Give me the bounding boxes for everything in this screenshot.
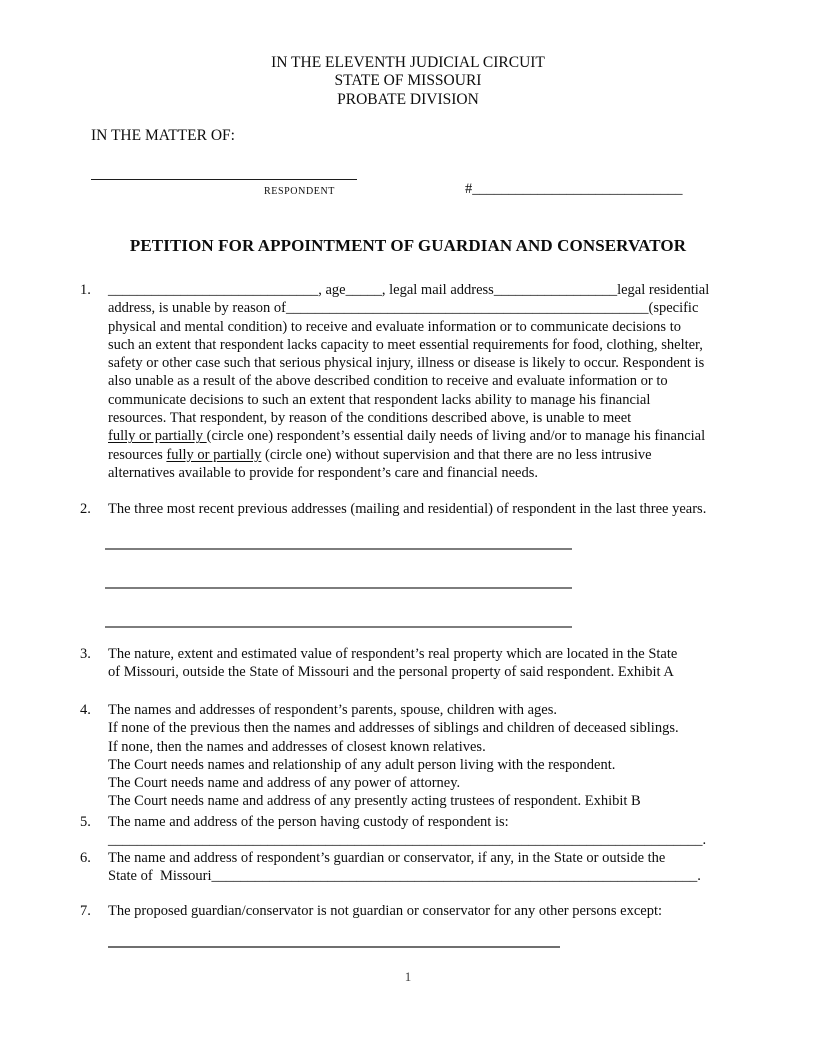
text-line bbox=[108, 813, 706, 831]
text-line bbox=[108, 719, 679, 737]
text-segment: The names and addresses of respondent’s parents, spouse, children with ages. bbox=[108, 702, 557, 718]
text-segment: If none, then the names and addresses of closest known relatives. bbox=[108, 738, 486, 755]
text-segment: If none of the previous then the names and addresses of siblings and children of deceased siblings. bbox=[108, 720, 679, 737]
text-line bbox=[108, 792, 679, 810]
text-segment: , legal mail address bbox=[381, 282, 494, 298]
text-segment: The Court needs name and address of any power of attorney. bbox=[108, 775, 461, 792]
text-segment: legal residential bbox=[617, 282, 710, 298]
item-3 bbox=[80, 645, 677, 682]
text-segment: State of Missouri bbox=[108, 868, 212, 885]
text-segment: The three most recent previous addresses (mailing and residential) of respondent in the last three years. bbox=[108, 501, 707, 517]
respondent-label: RESPONDENT bbox=[264, 186, 336, 197]
item-4 bbox=[80, 701, 679, 811]
text-segment: The name and address of the person having custody of respondent is: bbox=[108, 814, 509, 830]
text-line bbox=[108, 464, 709, 482]
underlined-text: fully or partially bbox=[108, 428, 207, 445]
blank-field: __________________________________________________ bbox=[285, 300, 649, 317]
item-4-body bbox=[108, 701, 679, 811]
item-7-number: 7. bbox=[80, 903, 91, 919]
text-line bbox=[108, 756, 679, 774]
text-segment: The Court needs name and address of any presently acting trustees of respondent. Exhibit B bbox=[108, 793, 641, 810]
text-segment: safety or other case such that serious physical injury, illness or disease is likely to occur. Respondent is bbox=[108, 355, 705, 372]
text-segment: . bbox=[702, 832, 707, 849]
text-segment: also unable as a result of the above described condition to receive and evaluate information or to bbox=[108, 373, 668, 390]
address-blank-rule-2 bbox=[105, 587, 572, 589]
text-line bbox=[108, 372, 709, 390]
blank-field: _____ bbox=[345, 282, 382, 298]
text-segment: address, is unable by reason of bbox=[108, 300, 286, 317]
text-segment: (circle one) without supervision and that there are no less intrusive bbox=[261, 446, 652, 463]
item-1 bbox=[80, 281, 709, 482]
text-segment: of Missouri, outside the State of Missouri and the personal property of said respondent. Exhibit A bbox=[108, 664, 674, 681]
text-segment: The Court needs names and relationship of any adult person living with the respondent. bbox=[108, 756, 616, 773]
case-number-blank: _____________________________ bbox=[472, 181, 683, 197]
text-line bbox=[108, 849, 701, 867]
text-line bbox=[108, 867, 701, 885]
address-blank-rule-3 bbox=[105, 626, 572, 628]
item-7-body bbox=[108, 902, 662, 920]
item-6-number: 6. bbox=[80, 850, 91, 866]
blank-field: _____________________________ bbox=[108, 282, 319, 298]
item-5-body bbox=[108, 813, 706, 850]
underlined-text: fully or partially bbox=[166, 446, 262, 463]
page-number: 1 bbox=[404, 969, 412, 984]
text-line bbox=[108, 409, 709, 427]
text-line bbox=[108, 663, 677, 681]
case-number-field bbox=[465, 181, 683, 198]
item-2-body bbox=[108, 500, 706, 518]
item-2 bbox=[80, 500, 706, 518]
text-segment: communicate decisions to such an extent that respondent lacks ability to manage his financial bbox=[108, 391, 651, 408]
item-1-number: 1. bbox=[80, 282, 91, 298]
text-segment: alternatives available to provide for respondent’s care and financial needs. bbox=[108, 464, 538, 481]
text-line bbox=[108, 701, 679, 719]
text-line bbox=[108, 645, 677, 663]
text-line bbox=[108, 336, 709, 354]
item-7 bbox=[80, 902, 662, 920]
text-line bbox=[108, 354, 709, 372]
text-segment: The proposed guardian/conservator is not guardian or conservator for any other persons except: bbox=[108, 903, 663, 919]
text-segment: The nature, extent and estimated value of respondent’s real property which are located in the State bbox=[108, 646, 678, 662]
item-5 bbox=[80, 813, 706, 850]
text-line bbox=[108, 318, 709, 336]
blank-field: __________________________________________________________________________________ bbox=[108, 832, 703, 849]
court-header-line1: IN THE ELEVENTH JUDICIAL CIRCUIT bbox=[271, 54, 545, 71]
text-line bbox=[108, 774, 679, 792]
document-title: PETITION FOR APPOINTMENT OF GUARDIAN AND CONSERVATOR bbox=[129, 236, 687, 255]
text-line bbox=[108, 446, 709, 464]
text-segment: such an extent that respondent lacks capacity to meet essential requirements for food, clothing, shelter, bbox=[108, 336, 703, 353]
item-4-number: 4. bbox=[80, 702, 91, 718]
item-7-blank-rule bbox=[108, 946, 560, 948]
court-header bbox=[0, 54, 816, 109]
text-line bbox=[108, 299, 709, 317]
text-segment: resources bbox=[108, 446, 167, 463]
case-number-hash: # bbox=[465, 181, 473, 197]
text-line bbox=[108, 831, 706, 849]
text-line bbox=[108, 391, 709, 409]
item-6-body bbox=[108, 849, 701, 886]
text-segment: The name and address of respondent’s guardian or conservator, if any, in the State or outside the bbox=[108, 850, 666, 866]
text-line bbox=[108, 427, 709, 445]
in-the-matter-of-label: IN THE MATTER OF: bbox=[91, 127, 235, 144]
blank-field: _________________ bbox=[493, 282, 618, 298]
item-1-body bbox=[108, 281, 709, 482]
court-header-line3: PROBATE DIVISION bbox=[337, 90, 479, 108]
text-segment: . bbox=[697, 868, 701, 885]
text-segment: (specific bbox=[648, 300, 699, 317]
blank-field: ___________________________________________________________________ bbox=[211, 868, 698, 885]
address-blank-rule-1 bbox=[105, 548, 572, 550]
item-3-number: 3. bbox=[80, 646, 91, 662]
item-6 bbox=[80, 849, 701, 886]
respondent-name-blank bbox=[91, 179, 357, 180]
item-2-number: 2. bbox=[80, 501, 91, 517]
text-segment: , age bbox=[318, 282, 346, 298]
item-3-body bbox=[108, 645, 677, 682]
item-5-number: 5. bbox=[80, 814, 91, 830]
text-line bbox=[108, 738, 679, 756]
text-line bbox=[108, 500, 706, 518]
text-line bbox=[108, 281, 709, 299]
text-segment: resources. That respondent, by reason of the conditions described above, is unable to meet bbox=[108, 410, 632, 427]
text-segment: (circle one) respondent’s essential daily needs of living and/or to manage his financial bbox=[206, 428, 706, 445]
text-segment: physical and mental condition) to receive and evaluate information or to communicate decisions to bbox=[108, 318, 681, 335]
text-line bbox=[108, 902, 662, 920]
court-header-line2: STATE OF MISSOURI bbox=[334, 72, 482, 90]
